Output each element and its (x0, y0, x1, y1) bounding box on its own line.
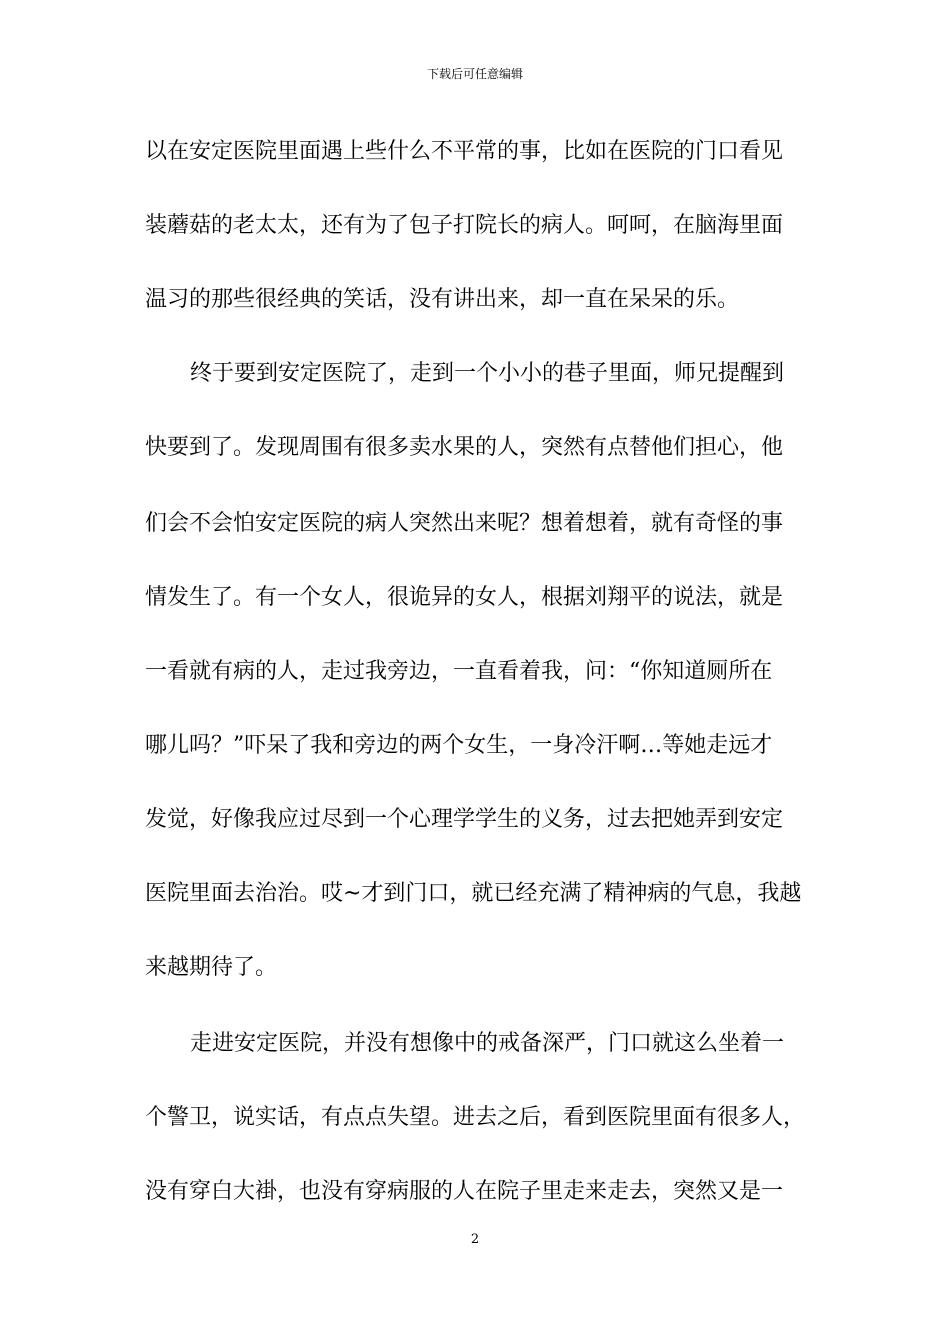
page-header: 下载后可任意编辑 (426, 67, 523, 81)
text-line: 医院里面去治治。哎~才到门口，就已经充满了精神病的气息，我越 (145, 881, 802, 906)
text-line: 以在安定医院里面遇上些什么不平常的事，比如在医院的门口看见 (145, 139, 784, 164)
text-line: 温习的那些很经典的笑话，没有讲出来，却一直在呆呆的乐。 (145, 287, 740, 312)
text-line: 没有穿白大褂，也没有穿病服的人在院子里走来走去，突然又是一 (145, 1179, 784, 1204)
text-line: 终于要到安定医院了，走到一个小小的巷子里面，师兄提醒到 (190, 361, 785, 386)
text-line: 发觉，好像我应过尽到一个心理学学生的义务，过去把她弄到安定 (145, 807, 784, 832)
text-line: 装蘑菇的老太太，还有为了包子打院长的病人。呵呵，在脑海里面 (145, 213, 784, 238)
text-line: 情发生了。有一个女人，很诡异的女人，根据刘翔平的说法，就是 (145, 585, 784, 610)
text-line: 一看就有病的人，走过我旁边，一直看着我，问：“你知道厕所在 (145, 659, 773, 684)
text-line: 来越期待了。 (145, 955, 278, 980)
text-line: 们会不会怕安定医院的病人突然出来呢？想着想着，就有奇怪的事 (145, 511, 784, 536)
text-line: 哪儿吗？”吓呆了我和旁边的两个女生，一身冷汗啊…等她走远才 (145, 733, 773, 758)
text-line: 个警卫，说实话，有点点失望。进去之后，看到医院里面有很多人， (145, 1105, 806, 1130)
text-line: 快要到了。发现周围有很多卖水果的人，突然有点替他们担心，他 (145, 435, 784, 460)
text-line: 走进安定医院，并没有想像中的戒备深严，门口就这么坐着一 (190, 1031, 785, 1056)
page-number: 2 (470, 1232, 480, 1247)
